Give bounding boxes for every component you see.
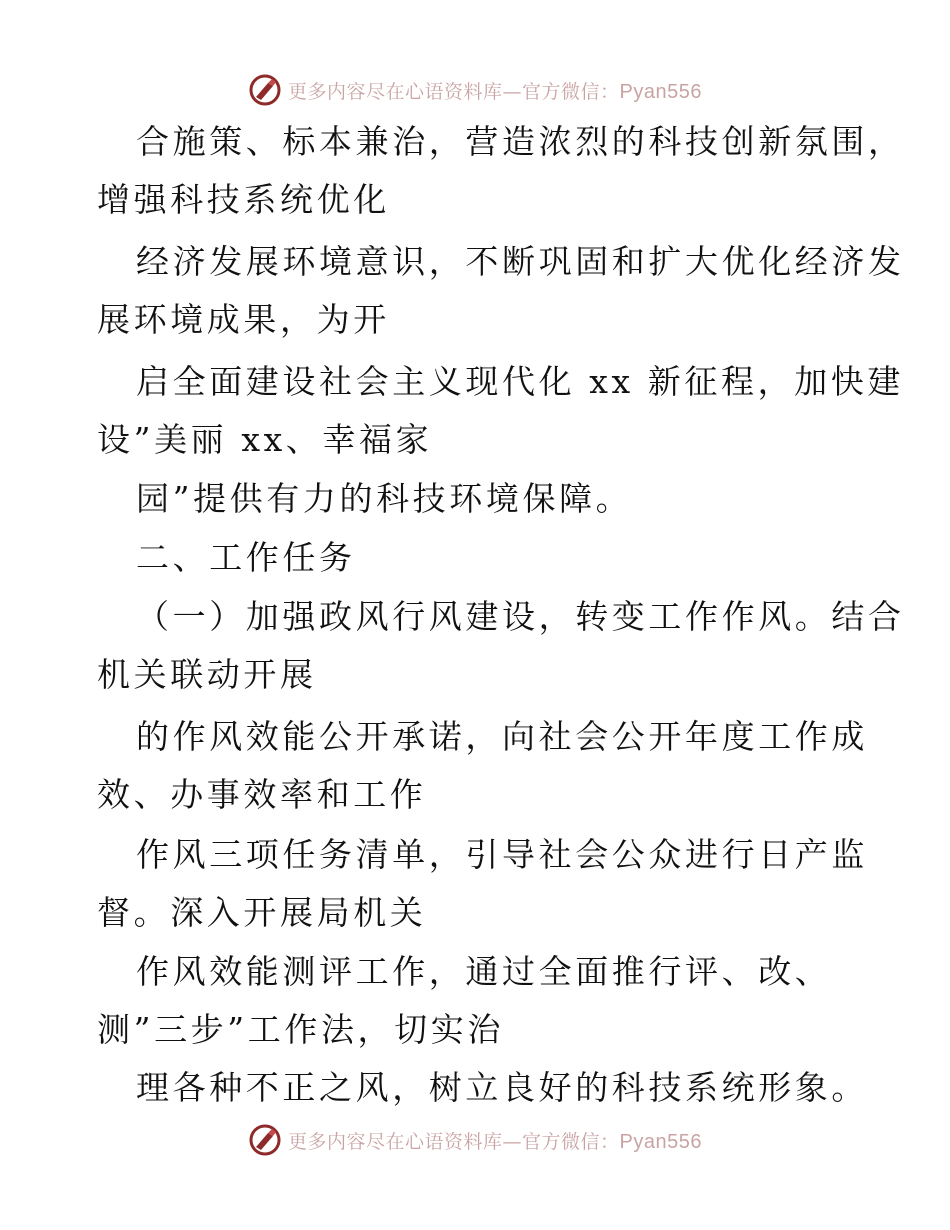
- paragraph-line: 作风三项任务清单，引导社会公众进行日产监: [136, 835, 868, 874]
- pen-logo-icon: [248, 73, 282, 107]
- paragraph-line: 机关联动开展: [97, 655, 317, 694]
- paragraph-line: 展环境成果，为开: [97, 300, 390, 339]
- footer-watermark: [0, 1120, 950, 1160]
- paragraph-line: 经济发展环境意识，不断巩固和扩大优化经济发: [136, 242, 905, 281]
- paragraph-line: 设”美丽 xx、幸福家: [97, 420, 433, 459]
- paragraph-line: 督。深入开展局机关: [97, 893, 427, 932]
- header-watermark: [0, 70, 950, 110]
- watermark-text: 更多内容尽在心语资料库—官方微信：Pyan556: [288, 1130, 702, 1153]
- paragraph-line: 园”提供有力的科技环境保障。: [136, 479, 633, 518]
- paragraph-line: （一）加强政风行风建设，转变工作作风。结合: [136, 597, 905, 636]
- paragraph-line: 测”三步”工作法，切实治: [97, 1010, 504, 1049]
- paragraph-line: 合施策、标本兼治，营造浓烈的科技创新氛围，: [136, 122, 905, 161]
- pen-logo-icon: [248, 1123, 282, 1157]
- paragraph-line: 启全面建设社会主义现代化 xx 新征程，加快建: [136, 362, 905, 401]
- watermark-text: 更多内容尽在心语资料库—官方微信：Pyan556: [288, 80, 702, 103]
- paragraph-line: 作风效能测评工作，通过全面推行评、改、: [136, 952, 832, 991]
- paragraph-line: 理各种不正之风，树立良好的科技系统形象。: [136, 1068, 868, 1107]
- paragraph-line: 效、办事效率和工作: [97, 775, 427, 814]
- paragraph-line: 的作风效能公开承诺，向社会公开年度工作成: [136, 717, 868, 756]
- paragraph-line: 增强科技系统优化: [97, 180, 390, 219]
- section-heading: 二、工作任务: [136, 538, 356, 577]
